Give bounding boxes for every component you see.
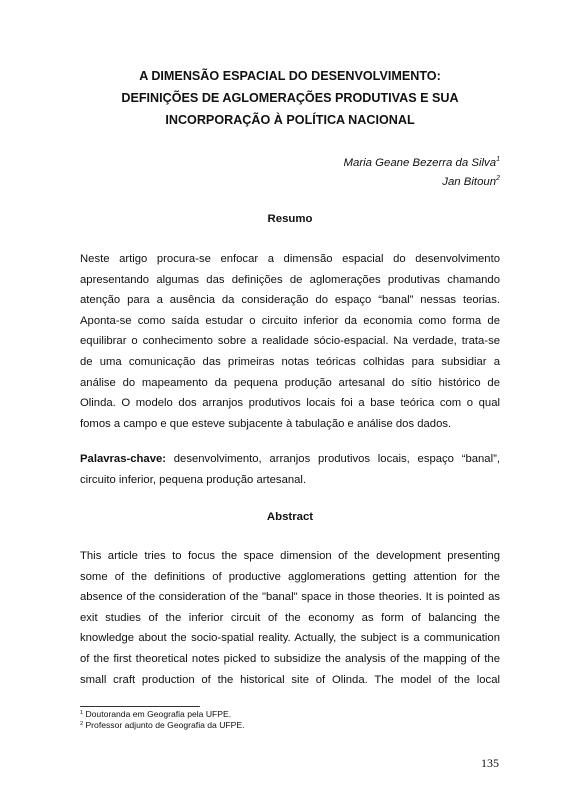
footnote-divider: [80, 706, 200, 707]
title-line-2: DEFINIÇÕES DE AGLOMERAÇÕES PRODUTIVAS E SUA: [121, 91, 459, 105]
footnotes: [80, 709, 245, 731]
abstract-line: small craft production of the historical site of Olinda. The model of the local: [80, 673, 500, 686]
keywords-text: desenvolvimento, arranjos produtivos locais, espaço “banal”,: [166, 453, 500, 465]
footnote-ref: 1: [496, 156, 500, 163]
abstract-line: of the first theoretical notes picked to subsidize the analysis of the mapping of the: [80, 652, 500, 665]
footnote-2: [80, 720, 245, 731]
resumo-line: Neste artigo procura-se enfocar a dimensão espacial do desenvolvimento: [80, 253, 500, 265]
abstract-line: This article tries to focus the space dimension of the development presenting: [80, 550, 500, 562]
resumo-line: apresentando algumas das definições de aglomerações produtivas chamando: [80, 273, 500, 286]
keywords-line-2: circuito inferior, pequena produção artesanal.: [80, 473, 307, 486]
author-list: [344, 154, 501, 192]
abstract-line: knowledge about the socio-spatial reality. Actually, the subject is a communication: [80, 632, 500, 645]
author-name: Jan Bitoun: [442, 176, 497, 188]
abstract-line: some of the definitions of productive agglomerations getting attention for the: [80, 570, 500, 583]
footnote-text: Doutoranda em Geografia pela UFPE.: [83, 709, 232, 719]
footnote-mark: 1: [80, 710, 84, 716]
keywords-paragraph: [80, 449, 500, 490]
footnote-mark: 2: [80, 721, 84, 727]
title-line-1: A DIMENSÃO ESPACIAL DO DESENVOLVIMENTO:: [139, 69, 441, 83]
resumo-line: de uma comunicação das primeiras notas teóricas colhidas para subsidiar a: [80, 355, 500, 368]
author-2: [344, 173, 501, 192]
footnote-1: [80, 709, 245, 720]
resumo-line: equilibrar o conhecimento sobre a realidade sócio-espacial. Na verdade, trata-se: [80, 335, 500, 348]
resumo-line: Aponta-se como saída estudar o circuito inferior da economia como forma de: [80, 314, 500, 327]
keywords-label: Palavras-chave:: [80, 453, 167, 465]
author-name: Maria Geane Bezerra da Silva: [343, 157, 497, 169]
resumo-line: fomos a campo e que esteve subjacente à tabulação e análise dos dados.: [80, 417, 452, 430]
footnote-text: Professor adjunto de Geografia da UFPE.: [83, 720, 245, 730]
page-number: 135: [481, 756, 499, 770]
author-1: [344, 154, 501, 173]
keywords-line-1: [80, 449, 500, 470]
resumo-paragraph: [80, 249, 500, 434]
footnote-ref: 2: [496, 175, 500, 182]
resumo-line: atenção para a ausência da consideração do espaço “banal” nessas teorias.: [80, 294, 500, 307]
abstract-paragraph: [80, 546, 500, 690]
abstract-heading: Abstract: [266, 511, 314, 523]
resumo-heading: Resumo: [267, 213, 313, 225]
resumo-line: Olinda. O modelo dos arranjos produtivos locais foi a base teórica com o qual: [80, 397, 500, 410]
abstract-line: exit studies of the inferior circuit of the economy as form of balancing the: [80, 611, 500, 624]
paper-title: [80, 65, 500, 131]
resumo-line: análise do mapeamento da pequena produção artesanal do sítio histórico de: [80, 376, 500, 389]
abstract-line: absence of the consideration of the "banal" space in those theories. It is pointed as: [80, 591, 500, 604]
title-line-3: INCORPORAÇÃO À POLÍTICA NACIONAL: [165, 113, 415, 127]
